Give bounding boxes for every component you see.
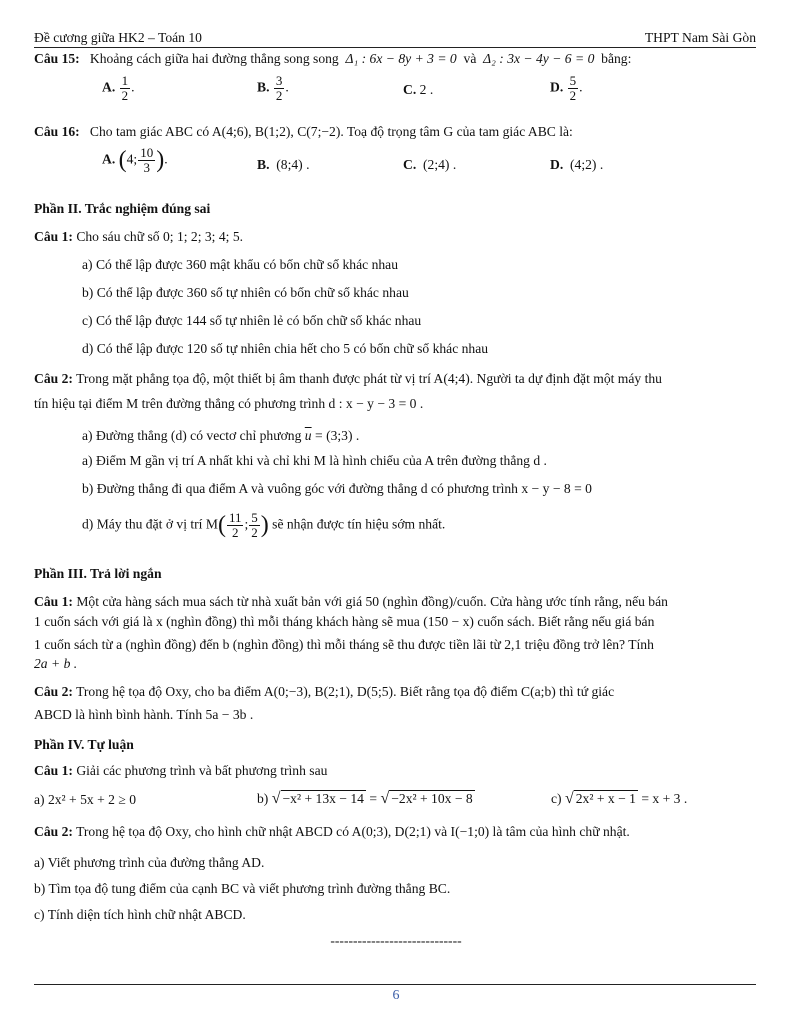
q16-stem: Câu 16: Cho tam giác ABC có A(4;6), B(1;2), C(7;−2). Toạ độ trọng tâm G của tam giác ABC là: <box>34 124 573 139</box>
q16-option-d: D. (4;2) . <box>550 157 604 172</box>
footer-rule <box>34 984 756 985</box>
q16-option-c: C. (2;4) . <box>403 157 457 172</box>
part2-c2-item-b: a) Điểm M gần vị trí A nhất khi và chỉ khi M là hình chiếu của A trên đường thẳng d . <box>82 453 547 468</box>
q15-option-d: D. $\frac{5}{2}$ . <box>550 73 583 103</box>
part4-c2-stem: Câu 2: Trong hệ tọa độ Oxy, cho hình chữ nhật ABCD có A(0;3), D(2;1) và I(−1;0) là tâm của hình chữ nhật. <box>34 824 630 839</box>
part4-c1-stem: Câu 1: Giải các phương trình và bất phương trình sau <box>34 763 328 778</box>
page-number: 6 <box>392 988 400 1003</box>
part2-c2-item-c: b) Đường thẳng đi qua điểm A và vuông góc với đường thẳng d có phương trình x − y − 8 = 0 <box>82 481 592 496</box>
part2-c2-item-a: a) Đường thẳng (d) có vectơ chỉ phương $\overline{u}$ = (3;3) . <box>82 428 360 443</box>
page-header <box>34 30 756 48</box>
part3-c1-line4: 2a + b . <box>34 656 78 671</box>
part3-c1-line1: Câu 1: Một cửa hàng sách mua sách từ nhà xuất bản với giá 50 (nghìn đồng)/cuốn. Cửa hàng ước tính rằng, nếu bán <box>34 594 668 609</box>
part4-c1-b: b) √ −x² + 13x − 14 = √ −2x² + 10x − 8 <box>257 790 473 807</box>
part2-c1-item-c: c) Có thể lập được 144 số tự nhiên lẻ có bốn chữ số khác nhau <box>82 313 422 328</box>
part4-c2-item-c: c) Tính diện tích hình chữ nhật ABCD. <box>34 907 246 922</box>
q15-option-a: A. $\frac{1}{2}$ . <box>102 73 135 103</box>
q15-option-c: C. 2 . <box>403 82 434 97</box>
part4-c2-item-a: a) Viết phương trình của đường thẳng AD. <box>34 855 265 870</box>
q15-stem: Câu 15: Khoảng cách giữa hai đường thẳng song song Δ₁ : 6x − 8y + 3 = 0 và Δ₂ : 3x − 4y − 6 = 0 bằng: <box>34 51 632 66</box>
part2-c1-item-b: b) Có thể lập được 360 số tự nhiên có bốn chữ số khác nhau <box>82 285 409 300</box>
header-left: Đề cương giữa HK2 – Toán 10 <box>34 30 202 45</box>
part2-c2-item-d: d) Máy thu đặt ở vị trí M( $\frac{11}{2}$ ; $\frac{5}{2}$ ) sẽ nhận được tín hiệu sớm nhất. <box>82 510 446 540</box>
q16-option-a: A. (4; $\frac{10}{3}$ ). <box>102 145 168 175</box>
part3-title: Phần III. Trả lời ngắn <box>34 566 162 581</box>
part2-c1-item-a: a) Có thể lập được 360 mật khẩu có bốn chữ số khác nhau <box>82 257 398 272</box>
part4-title: Phần IV. Tự luận <box>34 737 134 752</box>
part4-c2-item-b: b) Tìm tọa độ tung điểm của cạnh BC và viết phương trình đường thẳng BC. <box>34 881 451 896</box>
part2-c2-stem-line2: tín hiệu tại điểm M trên đường thẳng có phương trình d : x − y − 3 = 0 . <box>34 396 424 411</box>
part2-c1-stem: Câu 1: Cho sáu chữ số 0; 1; 2; 3; 4; 5. <box>34 229 244 244</box>
end-separator: ----------------------------- <box>330 933 462 948</box>
part4-c1-a: a) 2x² + 5x + 2 ≥ 0 <box>34 792 136 807</box>
part2-c1-item-d: d) Có thể lập được 120 số tự nhiên chia hết cho 5 có bốn chữ số khác nhau <box>82 341 489 356</box>
header-right: THPT Nam Sài Gòn <box>644 30 756 45</box>
part3-c2-line2: ABCD là hình bình hành. Tính 5a − 3b . <box>34 707 254 722</box>
part2-c2-stem-line1: Câu 2: Trong mặt phẳng tọa độ, một thiết bị âm thanh được phát từ vị trí A(4;4). Người ta dự định đặt một máy thu <box>34 371 662 386</box>
part4-c1-c: c) √ 2x² + x − 1 = x + 3 . <box>551 790 688 807</box>
part2-title: Phần II. Trắc nghiệm đúng sai <box>34 201 211 216</box>
part3-c1-line3: 1 cuốn sách từ a (nghìn đồng) đến b (nghìn đồng) thì mỗi tháng sẽ thu được tiền lãi từ 2,1 triệu đồng trở lên? Tính <box>34 637 654 652</box>
part3-c2-line1: Câu 2: Trong hệ tọa độ Oxy, cho ba điểm A(0;−3), B(2;1), D(5;5). Biết rằng tọa độ điểm C(a;b) thì tứ giác <box>34 684 615 699</box>
part3-c1-line2: 1 cuốn sách với giá là x (nghìn đồng) thì mỗi tháng khách hàng sẽ mua (150 − x) cuốn sách. Biết rằng nếu giá bán <box>34 614 655 629</box>
q16-option-b: B. (8;4) . <box>257 157 310 172</box>
q15-option-b: B. $\frac{3}{2}$ . <box>257 73 289 103</box>
